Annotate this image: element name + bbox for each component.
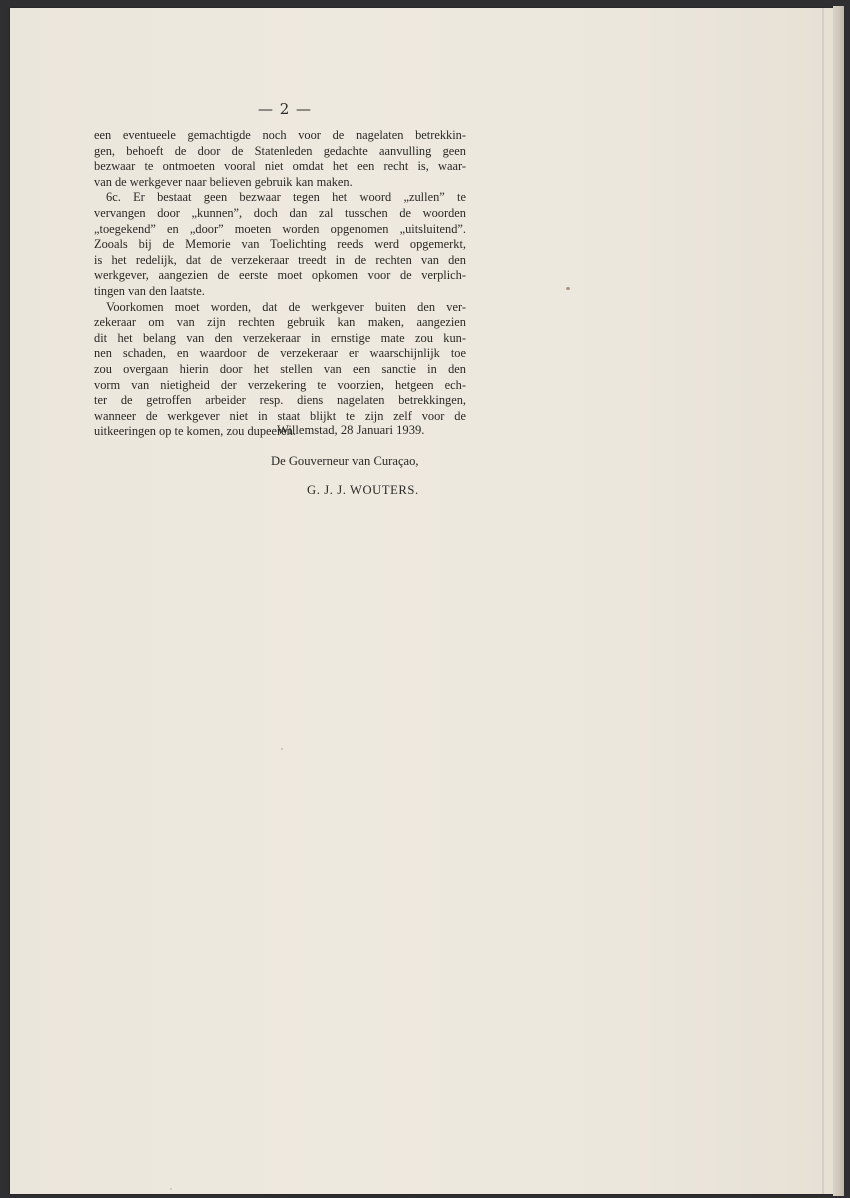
paper-speck	[281, 748, 283, 750]
text-line: werkgever, aangezien de eerste moet opkomen voor de verplich-	[94, 268, 466, 283]
governor-title: De Gouverneur van Curaçao,	[271, 454, 419, 468]
text-line: een eventueele gemachtigde noch voor de nagelaten betrekkin-	[94, 128, 466, 142]
place-date: Willemstad, 28 Januari 1939.	[277, 423, 425, 437]
text-line: van de werkgever naar believen gebruik kan maken.	[94, 174, 353, 189]
text-line: is het redelijk, dat de verzekeraar treedt in de rechten van den	[94, 252, 466, 267]
text-line: vorm van nietigheid der verzekering te voorzien, hetgeen ech-	[94, 377, 466, 392]
text-line: vervangen door „kunnen”, doch dan zal tusschen de woorden	[94, 205, 466, 220]
paper-speck	[170, 1188, 172, 1190]
text-line: dit het belang van den verzekeraar in ernstige mate zou kun-	[94, 330, 466, 345]
body-text	[94, 128, 466, 440]
text-line: „toegekend” en „door” moeten worden opgenomen „uitsluitend”.	[94, 221, 466, 236]
text-line: Voorkomen moet worden, dat de werkgever buiten den ver-	[106, 299, 466, 314]
text-line: 6c. Er bestaat geen bezwaar tegen het woord „zullen” te	[106, 190, 466, 205]
text-line: zou overgaan hierin door het stellen van een sanctie in den	[94, 361, 466, 376]
next-page-edge	[833, 6, 844, 1196]
text-line: tingen van den laatste.	[94, 283, 205, 298]
text-line: uitkeeringen op te komen, zou dupeeren.	[94, 424, 296, 439]
text-line: ter de getroffen arbeider resp. diens nagelaten betrekkingen,	[94, 393, 466, 408]
page-fold-line	[822, 8, 824, 1194]
signature-name: G. J. J. WOUTERS.	[307, 483, 419, 497]
text-line: nen schaden, en waardoor de verzekeraar er waarschijnlijk toe	[94, 346, 466, 361]
document-page	[10, 8, 833, 1194]
text-line: bezwaar te ontmoeten vooral niet omdat het een recht is, waar-	[94, 159, 466, 174]
text-line: Zooals bij de Memorie van Toelichting reeds werd opgemerkt,	[94, 237, 466, 252]
text-line: zekeraar om van zijn rechten gebruik kan maken, aangezien	[94, 315, 466, 330]
text-line: gen, behoeft de door de Statenleden gedachte aanvulling geen	[94, 143, 466, 158]
page-number: — 2 —	[257, 100, 313, 118]
paper-speck	[566, 287, 570, 290]
text-line: wanneer de werkgever niet in staat blijkt te zijn zelf voor de	[94, 408, 466, 423]
